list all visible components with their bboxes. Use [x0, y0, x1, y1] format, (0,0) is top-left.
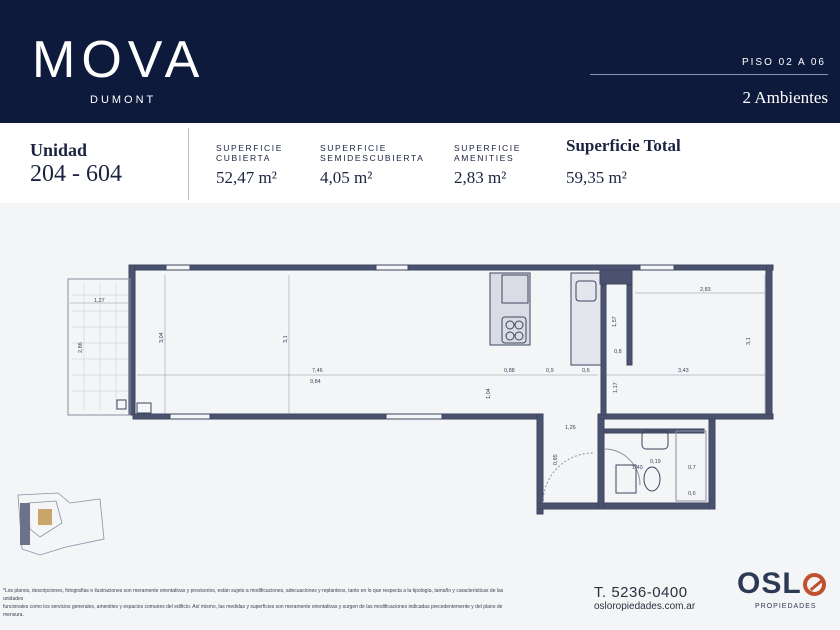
dim-kitchen-c: 0,6: [582, 368, 590, 374]
window-4: [386, 414, 442, 419]
phone-number[interactable]: T. 5236-0400: [594, 584, 688, 601]
surface-covered-label: SUPERFICIE CUBIERTA: [216, 143, 284, 163]
brand-logo: [32, 31, 227, 106]
info-band: [0, 123, 840, 203]
dim-length-inner: 7,46: [312, 368, 323, 374]
floor-plan: [0, 203, 840, 583]
total-surface-value: 59,35 m²: [566, 168, 627, 187]
dim-kitchen-a: 0,88: [504, 368, 515, 374]
dim-living-height: 3,04: [159, 332, 165, 343]
wall-annex-bottom: [537, 503, 713, 509]
agency-logo: [737, 567, 826, 601]
agency-name: OSL: [737, 567, 802, 600]
dim-balcony-height: 2,86: [78, 342, 84, 353]
dim-bath-c: 0,7: [688, 465, 696, 471]
dim-length-total: 9,84: [310, 379, 321, 385]
website-link[interactable]: osloropiedades.com.ar: [594, 601, 696, 612]
dim-balcony-width: 1,27: [94, 298, 105, 304]
kitchen-counter: [490, 273, 530, 345]
surface-semicovered-value: 4,05 m²: [320, 168, 373, 187]
disclaimer-line-2: funcionales como los servicios generales, amenities y espacios comunes del edificio. Así mismo, las medidas y superficies son meramente orientativas y surgen de las modificaciones indicadas precedentemente y del plano de mensura.: [3, 604, 503, 618]
brand-subtitle: DUMONT: [90, 94, 157, 106]
wall-annex-left: [537, 414, 543, 514]
dim-pantry-c: 1,17: [613, 382, 619, 393]
agency-logo-mark: [803, 573, 826, 596]
dim-bath-d: 0,6: [688, 491, 696, 497]
surface-semicovered-label: SUPERFICIE SEMIDESCUBIERTA: [320, 143, 425, 163]
dim-bedroom-depth: 3,43: [678, 368, 689, 374]
dim-pantry-b: 0,8: [614, 349, 622, 355]
floor-label: PISO 02 A 06: [741, 57, 826, 68]
dim-hall-width: 1,26: [565, 425, 576, 431]
total-surface-label: Superficie Total: [566, 136, 681, 155]
window-3: [640, 265, 674, 270]
window-1: [166, 265, 190, 270]
entrance-door: [543, 453, 593, 503]
agency-subtitle: PROPIEDADES: [755, 603, 817, 610]
info-divider: [188, 128, 189, 200]
window-5: [170, 414, 210, 419]
wall-pantry: [601, 285, 606, 415]
dim-bath-b: 0,19: [650, 459, 661, 465]
surface-amenities-label: SUPERFICIE AMENITIES: [454, 143, 522, 163]
wall-right: [766, 265, 772, 415]
wall-pantry-right: [627, 285, 632, 365]
disclaimer: [3, 587, 523, 619]
key-plan: [18, 493, 104, 555]
dim-hall-height: 0,85: [553, 454, 559, 465]
dim-kitchen-b: 0,9: [546, 368, 554, 374]
toilet: [644, 467, 660, 491]
wall-bath: [598, 419, 604, 509]
step: [137, 403, 151, 413]
dim-bedroom-height: 3,1: [746, 337, 752, 345]
wall-bottom-right: [598, 414, 773, 419]
brand-name: MOVA: [32, 31, 206, 89]
disclaimer-line-1: *Los planos, descripciones, fotografías e ilustraciones son meramente orientativas y provisorios, están sujeto a modificaciones, adecuaciones y replanteos, tanto en lo que respecta a la tipología, tamaño y características de las unidades: [3, 588, 504, 602]
drain: [117, 400, 126, 409]
column: [600, 270, 632, 284]
unit-label: Unidad: [30, 140, 88, 160]
unit-number: 204 - 604: [30, 161, 122, 187]
dim-center-height: 3,1: [283, 335, 289, 343]
washbasin: [642, 431, 668, 449]
dim-bath-a: 1,40: [632, 465, 643, 471]
surface-amenities-value: 2,83 m²: [454, 168, 507, 187]
wall-annex-right: [709, 419, 715, 509]
header-banner: [0, 0, 840, 123]
window-2: [376, 265, 408, 270]
unit-type: 2 Ambientes: [742, 88, 828, 107]
wall-top: [129, 265, 773, 270]
dim-pantry-a: 1,57: [612, 316, 618, 327]
dim-kitchen-d: 1,04: [486, 388, 492, 399]
surface-covered-value: 52,47 m²: [216, 168, 277, 187]
header-divider: [590, 74, 828, 75]
dim-bedroom-width: 2,83: [700, 287, 711, 293]
